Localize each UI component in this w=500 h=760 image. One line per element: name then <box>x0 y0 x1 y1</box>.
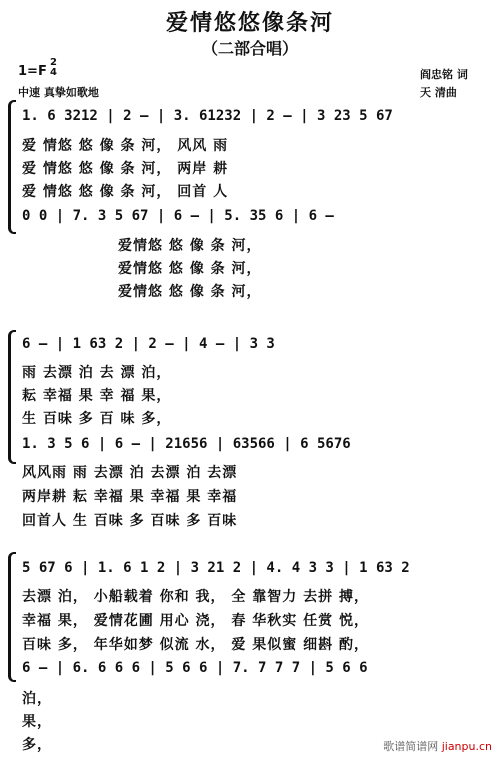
system2-lower-lyric-1: 风风雨 雨 去漂 泊 去漂 泊 去漂 <box>22 465 238 481</box>
system2-upper-lyric-3: 生 百味 多 百 味 多， <box>22 411 172 427</box>
system2-upper-lyric-1: 雨 去漂 泊 去 漂 泊， <box>22 365 172 381</box>
tempo-marking: 中速 真挚如歌地 <box>18 86 99 99</box>
lyricist-credit: 阎忠铭 词 <box>420 68 468 81</box>
key-signature: 1=F <box>18 64 47 79</box>
watermark-text: 歌谱简谱网 <box>383 740 439 753</box>
system3-upper-lyric-1: 去漂 泊， 小船载着 你和 我， 全 靠智力 去拼 搏， <box>22 589 369 605</box>
system3-upper-lyric-2: 幸福 果， 爱情花圃 用心 浇， 春 华秋实 任赏 悦， <box>22 613 369 629</box>
system2-lower-lyric-3: 回首人 生 百味 多 百味 多 百味 <box>22 513 238 529</box>
system1-lower-notes: 0 0 | 7. 3 5 67 | 6 – | 5. 35 6 | 6 – <box>22 208 334 224</box>
system2-upper-lyric-2: 耘 幸福 果 幸 福 果， <box>22 388 172 404</box>
song-subtitle: （二部合唱） <box>201 39 298 58</box>
system2-lower-lyric-2: 两岸耕 耘 幸福 果 幸福 果 幸福 <box>22 489 238 505</box>
system1-lower-lyric-2: 爱情悠 悠 像 条 河， <box>118 261 262 277</box>
system3-lower-lyric-2: 果， <box>22 714 52 730</box>
system1-upper-lyric-3: 爱 情悠 悠 像 条 河， 回首 人 <box>22 184 229 200</box>
time-signature <box>50 58 57 78</box>
time-sig-bottom: 4 <box>50 67 57 78</box>
song-title: 爱情悠悠像条河 <box>165 11 334 36</box>
system3-upper-lyric-3: 百味 多， 年华如梦 似流 水， 爱 果似蜜 细斟 酌， <box>22 637 369 653</box>
system2-upper-notes: 6 – | 1 63 2 | 2 – | 4 – | 3 3 <box>22 336 275 352</box>
system3-lower-notes: 6 – | 6. 6 6 6 | 5 6 6 | 7. 7 7 7 | 5 6 6 <box>22 660 368 676</box>
system1-lower-lyric-1: 爱情悠 悠 像 条 河， <box>118 238 262 254</box>
system3-lower-lyric-3: 多， <box>22 737 52 753</box>
system-brace <box>8 552 16 682</box>
composer-credit: 天 清曲 <box>420 86 457 99</box>
system3-upper-notes: 5 67 6 | 1. 6 1 2 | 3 21 2 | 4. 4 3 3 | 1 63 2 <box>22 560 410 576</box>
system3-lower-lyric-1: 泊， <box>22 691 52 707</box>
watermark-url: jianpu.cn <box>441 740 492 753</box>
system-brace <box>8 100 16 234</box>
system-brace <box>8 330 16 464</box>
system1-upper-lyric-2: 爱 情悠 悠 像 条 河， 两岸 耕 <box>22 161 229 177</box>
time-sig-top: 2 <box>50 57 57 68</box>
system2-lower-notes: 1. 3 5 6 | 6 – | 21656 | 63566 | 6 5676 <box>22 436 351 452</box>
watermark <box>383 738 492 754</box>
system1-upper-notes: 1. 6 3212 | 2 – | 3. 61232 | 2 – | 3 23 5 67 <box>22 108 393 124</box>
system1-upper-lyric-1: 爱 情悠 悠 像 条 河， 风风 雨 <box>22 138 229 154</box>
system1-lower-lyric-3: 爱情悠 悠 像 条 河， <box>118 284 262 300</box>
